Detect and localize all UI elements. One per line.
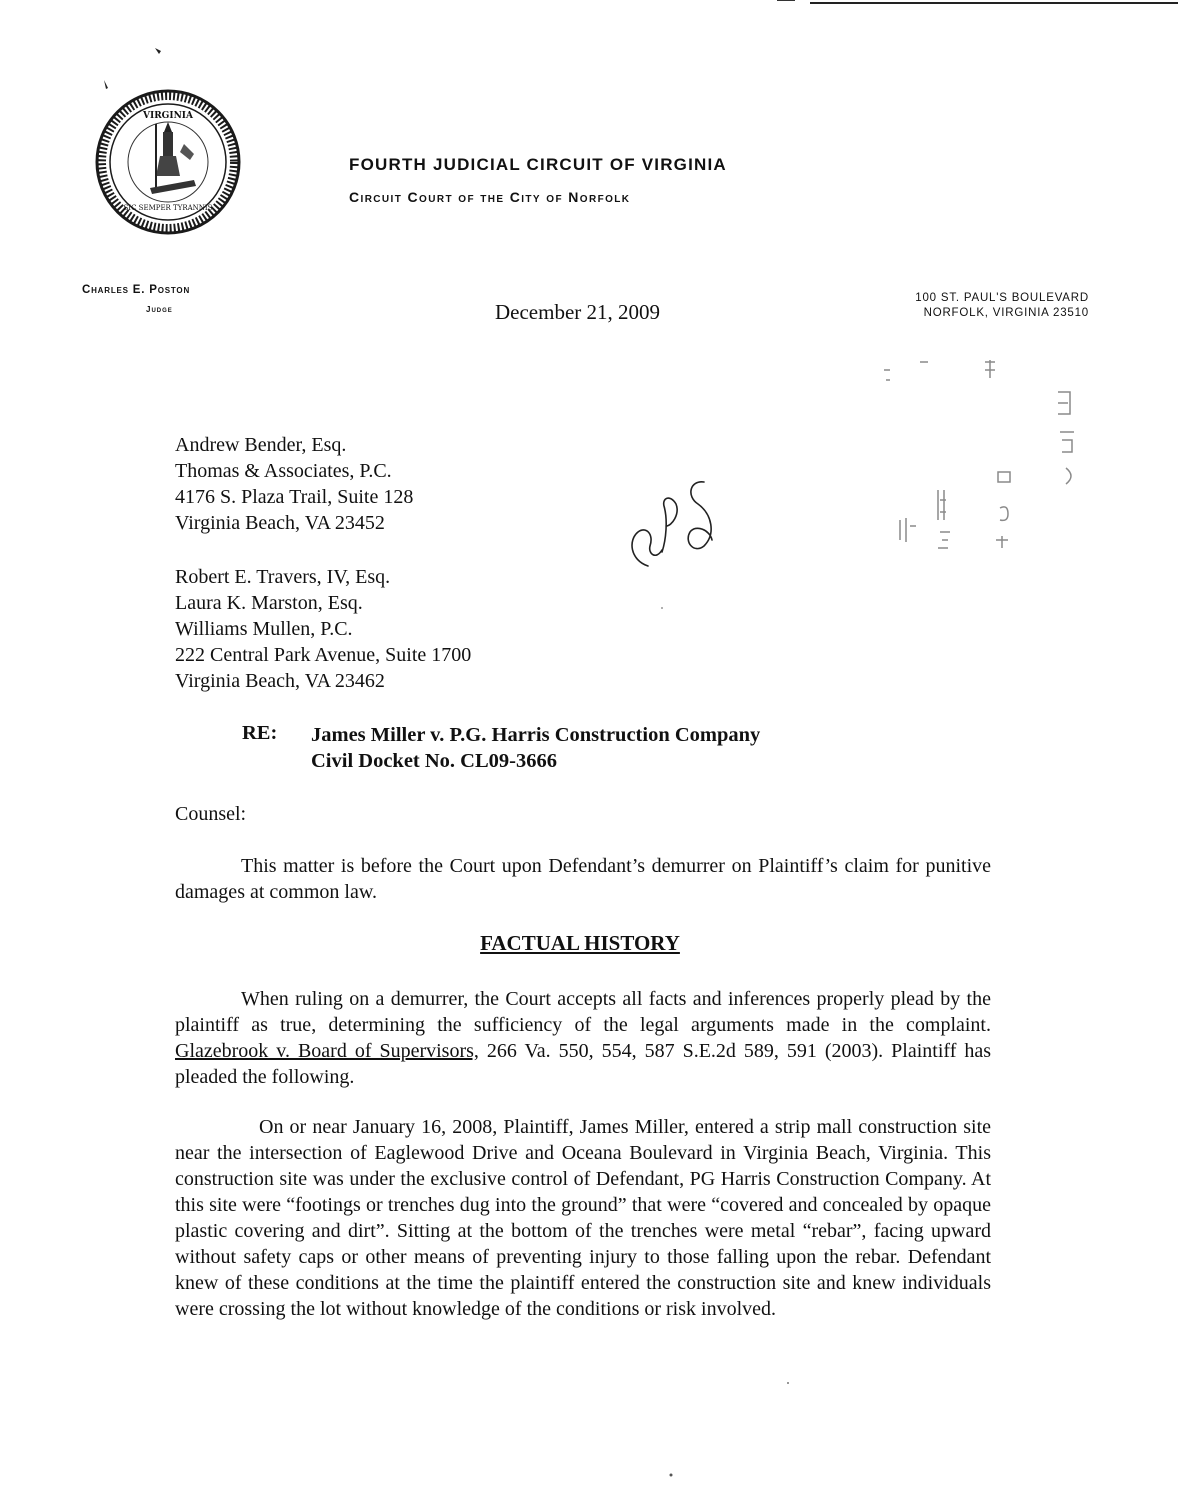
section-heading: FACTUAL HISTORY (480, 931, 680, 955)
paragraph-text: When ruling on a demurrer, the Court accepts all facts and inferences properly plead by the plaintiff as true, determining the sufficiency of the legal arguments made in the complaint. (175, 988, 991, 1036)
intro-paragraph: This matter is before the Court upon Defendant’s demurrer on Plaintiff’s claim for punitive damages at common law. (175, 855, 991, 903)
paragraph-text: 266 Va. 550, 554, 587 S.E.2d 589, 591 (2003). Plaintiff has pleaded the following. (175, 1040, 991, 1088)
recipient-line: Williams Mullen, P.C. (175, 618, 353, 640)
recipient-block-1 (175, 432, 413, 536)
recipient-line: Thomas & Associates, P.C. (175, 460, 392, 482)
judge-name: Charles E. Poston (82, 284, 191, 296)
facts-paragraph: On or near January 16, 2008, Plaintiff, James Miller, entered a strip mall construction site near the intersection of Eaglewood Drive and Oceana Boulevard in Virginia Beach, Virginia. This construction site was under the exclusive control of Defendant, PG Harris Construction Company. At this site were “footings or trenches dug into the ground” that were “covered and concealed by opaque plastic covering and dirt”. Sitting at the bottom of the trenches were metal “rebar”, facing upward without safety caps or other means of preventing injury to those falling upon the rebar. Defendant knew of these conditions at the time the plaintiff entered the construction site and knew individuals were crossing the lot without knowledge of the conditions or risk involved. (175, 1116, 991, 1320)
recipient-line: Andrew Bender, Esq. (175, 434, 347, 456)
recipient-line: Virginia Beach, VA 23452 (175, 512, 385, 534)
judge-title: Judge (146, 305, 173, 314)
svg-text:VIRGINIA: VIRGINIA (143, 111, 193, 121)
recipient-line: 4176 S. Plaza Trail, Suite 128 (175, 486, 414, 508)
address-line-1: 100 ST. PAUL'S BOULEVARD (915, 292, 1089, 304)
court-address (915, 291, 1089, 321)
recipient-block-2 (175, 564, 471, 694)
recipient-line: Virginia Beach, VA 23462 (175, 670, 385, 692)
recipient-line: 222 Central Park Avenue, Suite 1700 (175, 644, 472, 666)
case-caption: James Miller v. P.G. Harris Construction Company (311, 724, 761, 746)
recipient-line: Robert E. Travers, IV, Esq. (175, 566, 391, 588)
demurrer-standard-paragraph (175, 986, 991, 1090)
virginia-seal (94, 88, 242, 236)
salutation: Counsel: (175, 803, 247, 825)
svg-text:SIC SEMPER TYRANNIS: SIC SEMPER TYRANNIS (123, 204, 213, 212)
court-subname: Circuit Court of the City of Norfolk (349, 189, 631, 205)
filed-stamp (870, 340, 1110, 570)
address-line-2: NORFOLK, VIRGINIA 23510 (923, 307, 1089, 319)
re-subject (311, 722, 760, 774)
re-label: RE: (242, 722, 278, 744)
docket-number: Civil Docket No. CL09-3666 (311, 750, 557, 772)
court-name: FOURTH JUDICIAL CIRCUIT OF VIRGINIA (349, 155, 727, 174)
case-citation: Glazebrook v. Board of Supervisors, (175, 1040, 479, 1062)
handwritten-initials (620, 470, 740, 580)
recipient-line: Laura K. Marston, Esq. (175, 592, 363, 614)
letter-date: December 21, 2009 (495, 300, 661, 324)
